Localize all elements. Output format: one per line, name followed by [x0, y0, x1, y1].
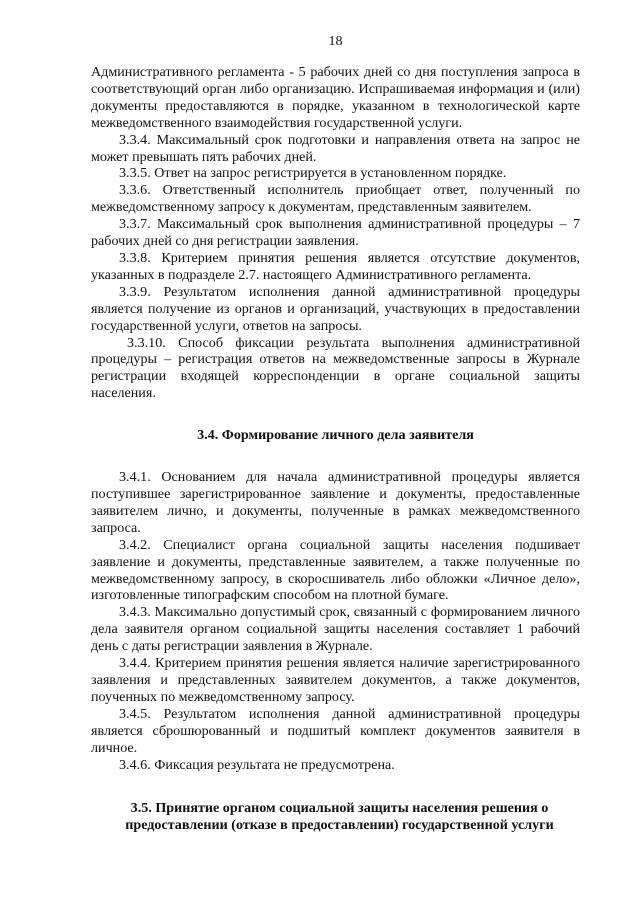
- section-heading-3-4: 3.4. Формирование личного дела заявителя: [197, 427, 474, 444]
- section-heading-3-5-line1: 3.5. Принятие органом социальной защиты населения решения о: [130, 800, 549, 817]
- paragraph-3-3-9: 3.3.9. Результатом исполнения данной административной процедуры является получение из органов и организаций, участвующих в предоставлении государственной услуги, ответов на запросы.: [91, 283, 580, 334]
- page-number: 18: [328, 34, 343, 49]
- paragraph-3-4-5: 3.4.5. Результатом исполнения данной административной процедуры является сброшюрованный и подшитый комплект документов заявителя в личное.: [91, 705, 580, 756]
- paragraph-3-4-1: 3.4.1. Основанием для начала административной процедуры является поступившее зарегистрированное заявление и документы, предоставленные заявителем лично, и документы, полученные в рамках межведомственного запроса.: [91, 469, 580, 536]
- section-heading-3-5: [91, 800, 580, 834]
- section-heading-3-5-line2: предоставлении (отказе в предоставлении) государственной услуги: [125, 817, 554, 834]
- paragraph-3-3-6: 3.3.6. Ответственный исполнитель приобщает ответ, полученный по межведомственному запросу к документам, представленным заявителем.: [91, 182, 580, 216]
- paragraph-3-4-6: 3.4.6. Фиксация результата не предусмотрена.: [119, 756, 395, 773]
- paragraph-3-3-4: 3.3.4. Максимальный срок подготовки и направления ответа на запрос не может превышать пять рабочих дней.: [91, 131, 580, 165]
- paragraph-3-3-7: 3.3.7. Максимальный срок выполнения административной процедуры – 7 рабочих дней со дня регистрации заявления.: [91, 216, 580, 250]
- paragraph-3-3-10: 3.3.10. Способ фиксации результата выполнения административной процедуры – регистрация ответов на межведомственные запросы в Журнале регистрации входящей корреспонденции в органе социальной защиты населения.: [91, 334, 580, 402]
- paragraph-continuation: Административного регламента - 5 рабочих дней со дня поступления запроса в соответствующий орган либо организацию. Испрашиваемая информация и (или) документы предоставляются в порядке, указанном в технологической карте межведомственного взаимодействия государственной услуги.: [91, 64, 580, 131]
- paragraph-3-4-4: 3.4.4. Критерием принятия решения является наличие зарегистрированного заявления и представленных заявителем документов, а также документов, поученных по межведомственному запросу.: [91, 655, 580, 705]
- paragraph-3-4-2: 3.4.2. Специалист органа социальной защиты населения подшивает заявление и документы, представленные заявителем, а также полученные по межведомственному запросу, в скоросшиватель либо обложки «Личное дело», изготовленные типографским способом на плотной бумаге.: [91, 536, 580, 604]
- paragraph-3-4-3: 3.4.3. Максимально допустимый срок, связанный с формированием личного дела заявителя органом социальной защиты населения составляет 1 рабочий день с даты регистрации заявления в Журнале.: [91, 604, 580, 655]
- paragraph-3-3-8: 3.3.8. Критерием принятия решения является отсутствие документов, указанных в подразделе 2.7. настоящего Административного регламента.: [91, 249, 580, 283]
- paragraph-3-3-5: 3.3.5. Ответ на запрос регистрируется в установленном порядке.: [119, 165, 507, 182]
